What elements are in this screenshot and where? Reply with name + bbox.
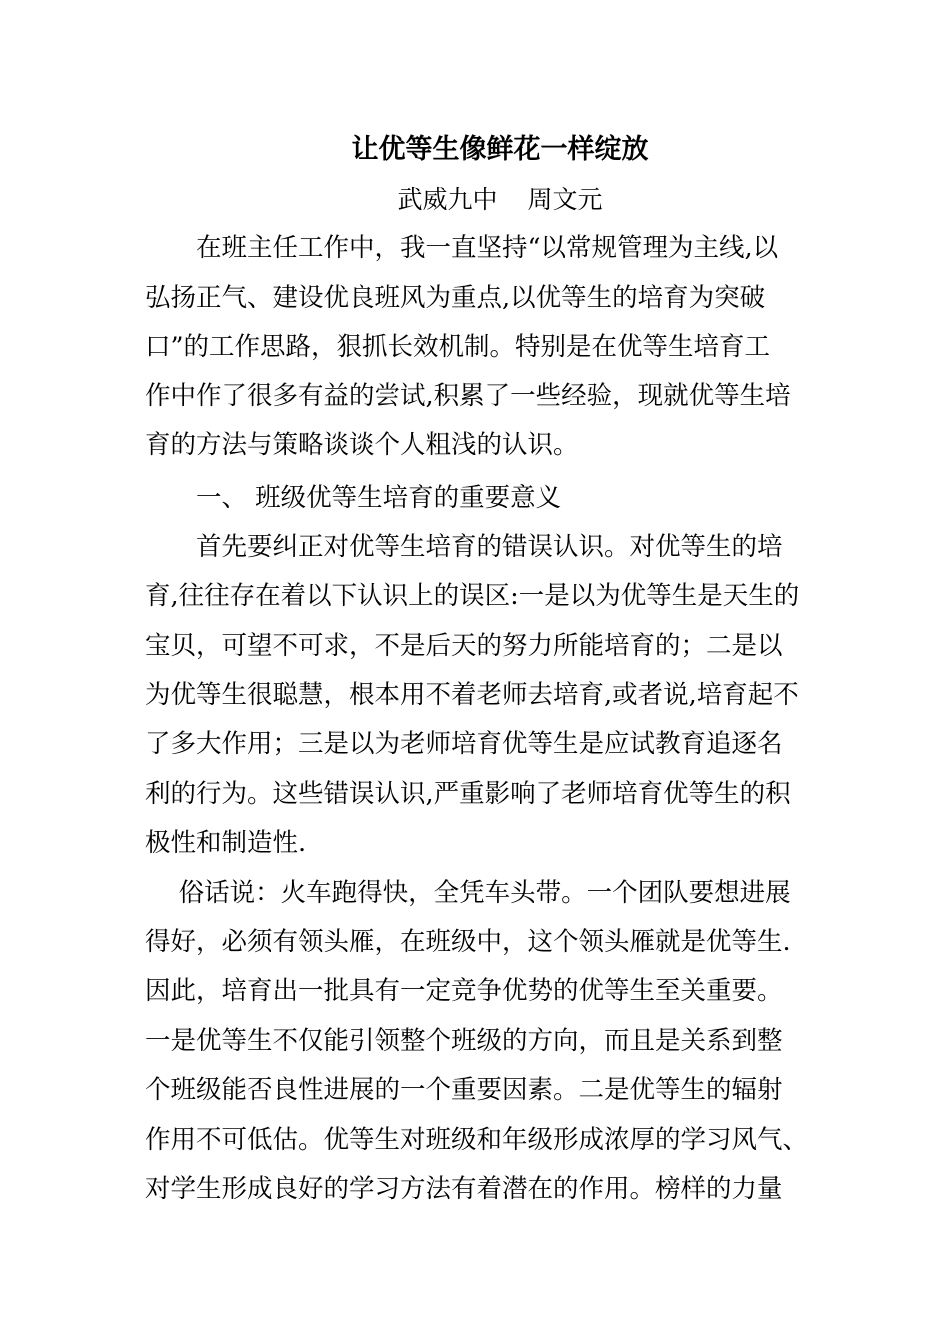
body-line: 一是优等生不仅能引领整个班级的方向，而且是关系到整 — [145, 1026, 783, 1056]
body-line: 因此，培育出一批具有一定竞争优势的优等生至关重要。 — [145, 976, 783, 1006]
body-line: 育,往往存在着以下认识上的误区:一是以为优等生是天生的 — [145, 581, 800, 611]
body-line: 首先要纠正对优等生培育的错误认识。对优等生的培 — [145, 532, 783, 562]
body-line: 极性和制造性. — [145, 828, 307, 858]
body-line: 俗话说：火车跑得快，全凭车头带。一个团队要想进展 — [145, 878, 791, 908]
body-line: 为优等生很聪慧，根本用不着老师去培育,或者说,培育起不 — [145, 680, 799, 710]
author-line — [0, 180, 950, 220]
body-line: 在班主任工作中，我一直坚持“以常规管理为主线,以 — [145, 233, 779, 263]
body-line: 了多大作用；三是以为老师培育优等生是应试教育追逐名 — [145, 729, 783, 759]
body-line: 口”的工作思路，狠抓长效机制。特别是在优等生培育工 — [145, 332, 771, 362]
body-line: 作中作了很多有益的尝试,积累了一些经验，现就优等生培 — [145, 381, 791, 411]
body-line: 作用不可低估。优等生对班级和年级形成浓厚的学习风气、 — [145, 1125, 809, 1155]
author-name: 周文元 — [527, 185, 603, 214]
body-line: 宝贝，可望不可求，不是后天的努力所能培育的；二是以 — [145, 631, 783, 661]
body-line: 对学生形成良好的学习方法有着潜在的作用。榜样的力量 — [145, 1174, 783, 1204]
body-line: 弘扬正气、建设优良班风为重点,以优等生的培育为突破 — [145, 283, 766, 313]
author-school: 武威九中 — [397, 185, 498, 214]
document-title: 让优等生像鲜花一样绽放 — [351, 134, 649, 165]
section-heading: 一、 班级优等生培育的重要意义 — [145, 483, 562, 513]
body-line: 得好，必须有领头雁，在班级中，这个领头雁就是优等生. — [145, 927, 791, 957]
body-line: 个班级能否良性进展的一个重要因素。二是优等生的辐射 — [145, 1075, 783, 1105]
body-line: 育的方法与策略谈谈个人粗浅的认识。 — [145, 430, 579, 460]
body-line: 利的行为。这些错误认识,严重影响了老师培育优等生的积 — [145, 779, 791, 809]
